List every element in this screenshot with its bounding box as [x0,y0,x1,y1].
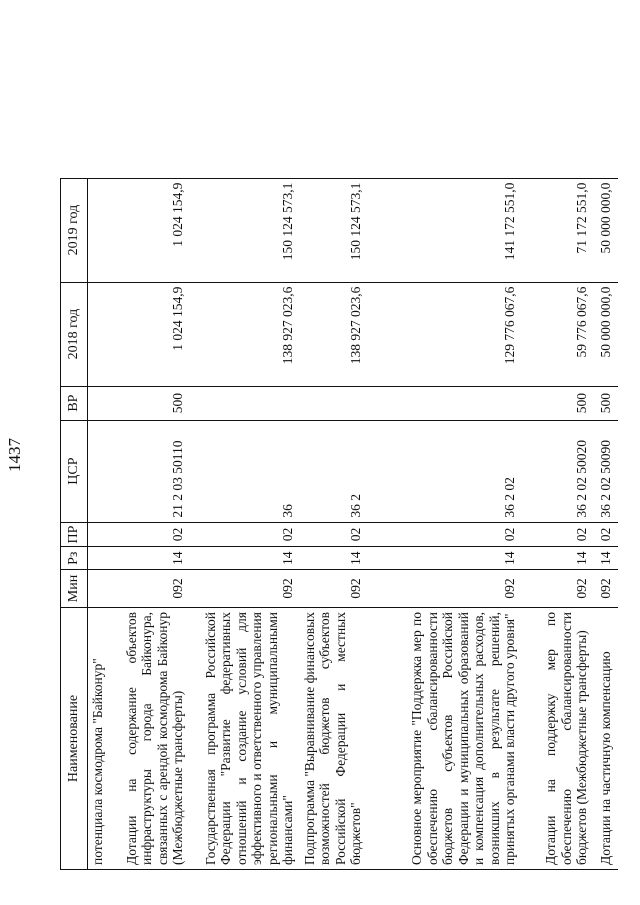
row-vr [368,386,522,420]
table-header-row [61,178,88,869]
row-min [88,570,110,608]
table-row [110,178,190,869]
row-name: Подпрограмма "Выравнивание финансовых возможностей бюджетов субъектов Российской Федерации и местных бюджетов" [300,608,368,870]
row-2019: 50 000 000,0 [594,178,618,282]
row-name: Основное мероприятие "Поддержка мер по обеспечению сбалансированности бюджетов субъектов Российской Федерации и муниципальных образований и компенсация дополнительных расходов, возникших в результате решений, принятых органами власти другого уровня" [368,608,522,870]
row-rz: 14 [190,547,300,570]
header-2019: 2019 год [61,178,88,282]
row-rz: 14 [368,547,522,570]
row-rz: 14 [300,547,368,570]
row-min: 092 [300,570,368,608]
row-vr [190,386,300,420]
table-row [300,178,368,869]
row-2018: 138 927 023,6 [190,282,300,386]
row-2019 [88,178,110,282]
page-number: 1437 [5,438,24,472]
row-vr: 500 [594,386,618,420]
row-min: 092 [368,570,522,608]
header-min: Мин [61,570,88,608]
row-2019: 150 124 573,1 [300,178,368,282]
row-min: 092 [522,570,594,608]
row-pr: 02 [300,522,368,547]
row-name: Государственная программа Российской Федерации "Развитие федеративных отношений и создание условий для эффективного и ответственного управления региональными и муниципальными финансами" [190,608,300,870]
header-pr: ПР [61,522,88,547]
row-pr [88,522,110,547]
row-csr: 36 [190,420,300,522]
row-2018 [88,282,110,386]
row-name: Дотации на поддержку мер по обеспечению сбалансированности бюджетов (Межбюджетные трансферты) [522,608,594,870]
row-2018: 129 776 067,6 [368,282,522,386]
row-2018: 59 776 067,6 [522,282,594,386]
row-pr: 02 [368,522,522,547]
budget-table [60,178,618,870]
row-pr: 02 [594,522,618,547]
row-2019: 141 172 551,0 [368,178,522,282]
row-csr [88,420,110,522]
row-rz: 14 [522,547,594,570]
row-csr: 21 2 03 50110 [110,420,190,522]
row-2018: 1 024 154,9 [110,282,190,386]
row-min: 092 [110,570,190,608]
row-2019: 1 024 154,9 [110,178,190,282]
row-pr: 02 [190,522,300,547]
row-vr: 500 [110,386,190,420]
row-2018: 50 000 000,0 [594,282,618,386]
row-csr: 36 2 [300,420,368,522]
row-vr: 500 [522,386,594,420]
table-row [368,178,522,869]
row-name: потенциала космодрома "Байконур" [88,608,110,870]
header-vr: ВР [61,386,88,420]
row-rz: 14 [110,547,190,570]
table-row [522,178,594,869]
row-vr [88,386,110,420]
row-vr [300,386,368,420]
row-2018: 138 927 023,6 [300,282,368,386]
table-row [594,178,618,869]
row-csr: 36 2 02 50090 [594,420,618,522]
table-row [190,178,300,869]
header-2018: 2018 год [61,282,88,386]
header-name: Наименование [61,608,88,870]
header-rz: Рз [61,547,88,570]
row-min: 092 [190,570,300,608]
row-rz [88,547,110,570]
row-2019: 150 124 573,1 [190,178,300,282]
row-min: 092 [594,570,618,608]
row-csr: 36 2 02 [368,420,522,522]
row-name: Дотации на частичную компенсацию [594,608,618,870]
row-csr: 36 2 02 50020 [522,420,594,522]
row-2019: 71 172 551,0 [522,178,594,282]
row-name: Дотации на содержание объектов инфраструктуры города Байконура, связанных с арендой космодрома Байконур (Межбюджетные трансферты) [110,608,190,870]
header-csr: ЦСР [61,420,88,522]
table-row [88,178,110,869]
row-pr: 02 [522,522,594,547]
row-rz: 14 [594,547,618,570]
row-pr: 02 [110,522,190,547]
